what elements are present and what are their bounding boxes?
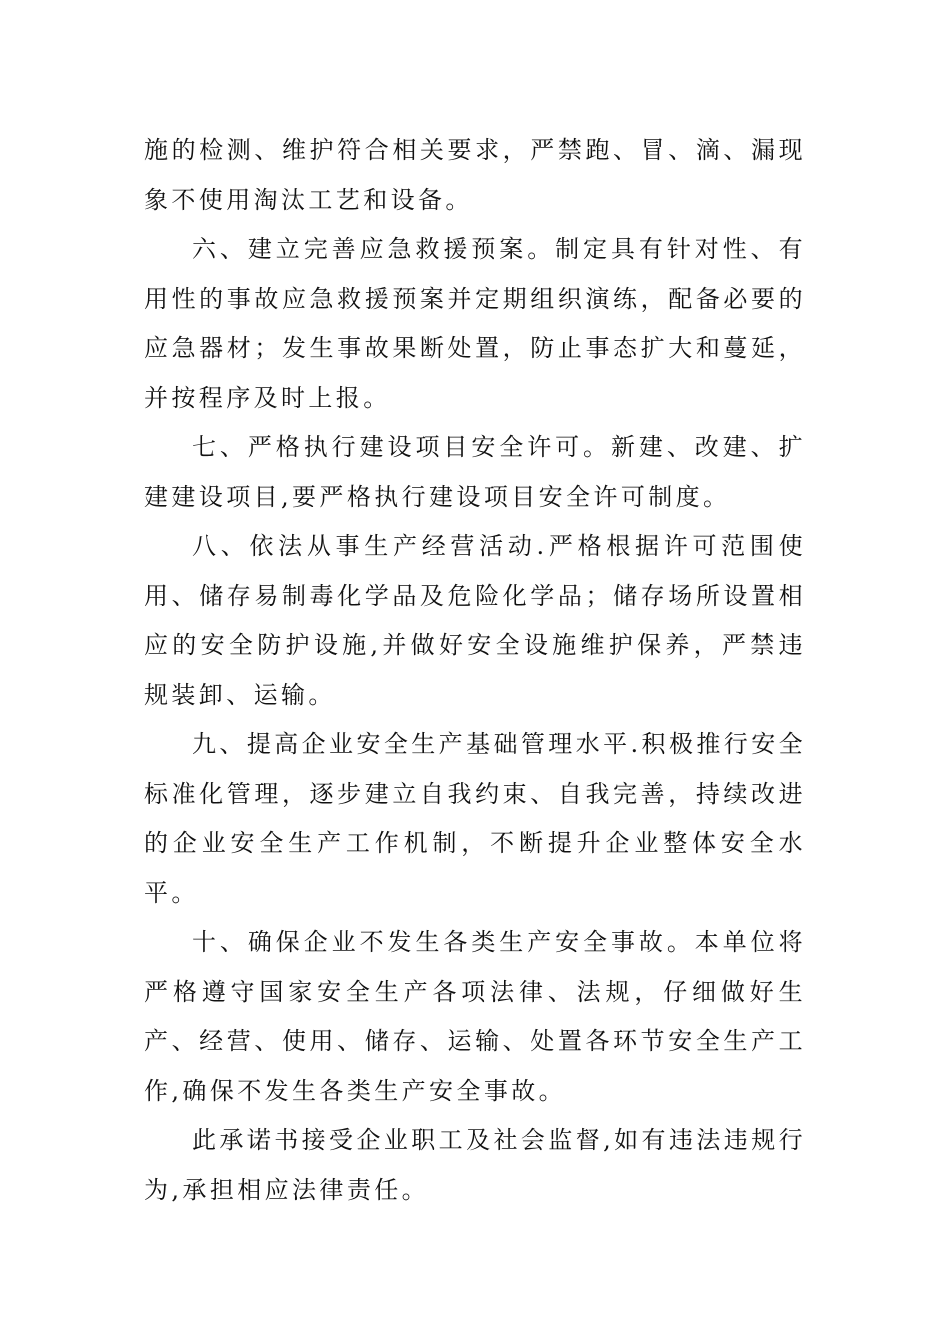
paragraph-continuation: 施的检测、维护符合相关要求，严禁跑、冒、滴、漏现象不使用淘汰工艺和设备。	[144, 136, 806, 214]
paragraph-item-10: 十、确保企业不发生各类生产安全事故。本单位将严格遵守国家安全生产各项法律、法规，仔细做好生产、经营、使用、储存、运输、处置各环节安全生产工作,确保不发生各类生产安全事故。	[144, 928, 806, 1105]
document-body	[144, 126, 806, 1215]
paragraph-item-7: 七、严格执行建设项目安全许可。新建、改建、扩建建设项目,要严格执行建设项目安全许可制度。	[144, 433, 806, 511]
paragraph-item-9: 九、提高企业安全生产基础管理水平.积极推行安全标准化管理，逐步建立自我约束、自我完善，持续改进的企业安全生产工作机制，不断提升企业整体安全水平。	[144, 730, 806, 907]
paragraph-item-8: 八、依法从事生产经营活动.严格根据许可范围使用、储存易制毒化学品及危险化学品；储存场所设置相应的安全防护设施,并做好安全设施维护保养，严禁违规装卸、运输。	[144, 532, 806, 709]
paragraph-closing: 此承诺书接受企业职工及社会监督,如有违法违规行为,承担相应法律责任。	[144, 1126, 806, 1204]
paragraph-item-6: 六、建立完善应急救援预案。制定具有针对性、有用性的事故应急救援预案并定期组织演练，配备必要的应急器材；发生事故果断处置，防止事态扩大和蔓延，并按程序及时上报。	[144, 235, 806, 412]
